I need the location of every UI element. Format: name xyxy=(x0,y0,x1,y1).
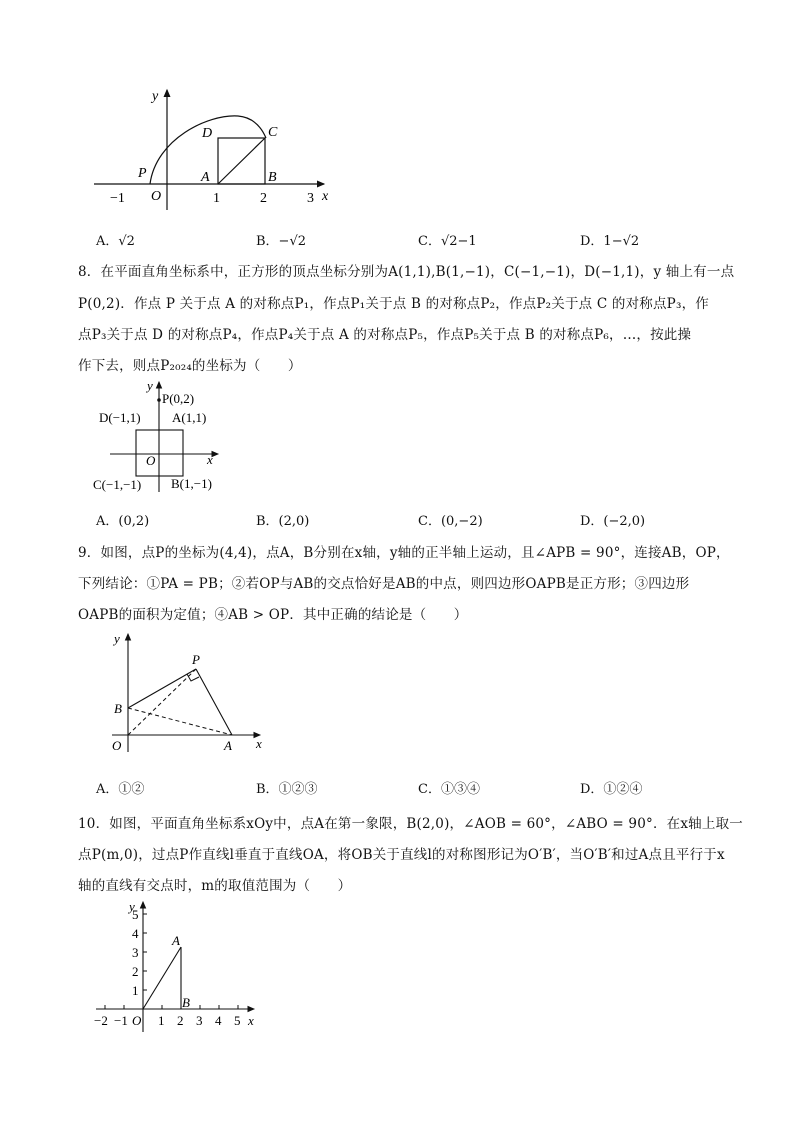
segment-ab-dashed xyxy=(128,708,232,735)
q9-text-line: 下列结论：①PA = PB；②若OP与AB的交点恰好是AB的中点，则四边形OAPB是正方形；③四边形 xyxy=(78,576,690,592)
x-tick-label: 1 xyxy=(158,1013,165,1028)
point-label-b: B xyxy=(114,701,122,716)
q9-text-line: 9．如图，点P的坐标为(4,4)，点A，B分别在x轴，y轴的正半轴上运动，且∠APB = 90°，连接AB，OP， xyxy=(78,545,730,561)
q7-option-b[interactable]: B．−√2 xyxy=(256,234,307,249)
point-label-b: B xyxy=(182,995,190,1010)
tick-label: 1 xyxy=(213,191,220,206)
q10-text-line: 点P(m,0)，过点P作直线l垂直于直线OA，将OB关于直线l的对称图形记为O′B′，当O′B′和过A点且平行于x xyxy=(78,847,725,863)
segment-pa xyxy=(196,669,232,735)
x-tick-label: −2 xyxy=(94,1013,108,1028)
q9-option-a[interactable]: A．①② xyxy=(96,782,145,797)
point-p xyxy=(157,398,161,402)
q8-text-line: 点P₃关于点 D 的对称点P₄，作点P₄关于点 A 的对称点P₅，作点P₅关于点 B 的对称点P₆，…，按此操 xyxy=(78,327,692,343)
q7-option-a[interactable]: A．√2 xyxy=(96,234,135,249)
y-tick-label: 2 xyxy=(132,964,139,979)
point-label-a: A xyxy=(172,933,180,948)
x-tick-label: 4 xyxy=(215,1013,222,1028)
right-angle-mark xyxy=(187,674,199,681)
q8-option-a[interactable]: A．(0,2) xyxy=(96,514,150,529)
x-tick-label: 2 xyxy=(177,1013,184,1028)
point-label-b: B xyxy=(268,170,277,185)
q7-option-d[interactable]: D．1−√2 xyxy=(580,234,640,249)
q7-figure xyxy=(88,84,348,212)
q10-text-line: 轴的直线有交点时，m的取值范围为（ ） xyxy=(78,878,352,894)
point-label-a: A xyxy=(224,738,232,753)
q9-text-line: OAPB的面积为定值；④AB > OP．其中正确的结论是（ ） xyxy=(78,607,468,623)
q10-text-line: 10．如图，平面直角坐标系xOy中，点A在第一象限，B(2,0)，∠AOB = 60°，∠ABO = 90°．在x轴上取一 xyxy=(78,816,743,832)
point-label-a: A(1,1) xyxy=(172,410,207,425)
point-label-p: P xyxy=(192,652,200,667)
x-tick-label: 3 xyxy=(196,1013,203,1028)
q9-figure xyxy=(104,628,274,756)
point-label-p: P xyxy=(138,166,147,181)
point-label-p: P(0,2) xyxy=(162,391,195,406)
segment-oa xyxy=(143,947,181,1009)
point-label-d: D(−1,1) xyxy=(99,410,141,425)
q8-text-line: 作下去，则点P₂₀₂₄的坐标为（ ） xyxy=(78,358,302,374)
axis-y-label: y xyxy=(114,631,120,646)
origin-label: O xyxy=(146,453,156,468)
point-label-a: A xyxy=(201,170,210,185)
origin-label: O xyxy=(132,1013,142,1028)
y-tick-label: 3 xyxy=(132,945,139,960)
q9-option-d[interactable]: D．①②④ xyxy=(580,782,643,797)
axis-y-label: y xyxy=(147,378,153,393)
y-tick-label: 5 xyxy=(132,907,139,922)
q7-option-c[interactable]: C．√2−1 xyxy=(418,234,477,249)
tick-label: 2 xyxy=(260,191,267,206)
y-tick-label: 1 xyxy=(132,983,139,998)
q8-text-line: 8．在平面直角坐标系中，正方形的顶点坐标分别为A(1,1),B(1,−1)，C(−1,−1)，D(−1,1)，y 轴上有一点 xyxy=(78,264,735,280)
q9-option-b[interactable]: B．①②③ xyxy=(256,782,318,797)
origin-label: O xyxy=(112,738,122,753)
diagonal-ac xyxy=(218,138,265,184)
x-tick-label: −1 xyxy=(114,1013,128,1028)
axis-x-label: x xyxy=(248,1013,254,1028)
axis-x-label: x xyxy=(256,736,262,751)
point-label-c: C xyxy=(268,125,278,140)
segment-bp xyxy=(128,669,196,708)
q9-option-c[interactable]: C．①③④ xyxy=(418,782,480,797)
q10-figure xyxy=(92,896,270,1034)
x-tick-label: 5 xyxy=(234,1013,241,1028)
point-label-b: B(1,−1) xyxy=(171,476,212,491)
q8-option-b[interactable]: B．(2,0) xyxy=(256,514,310,529)
axis-x-label: x xyxy=(322,189,329,204)
tick-label: 3 xyxy=(307,191,314,206)
q8-figure xyxy=(90,376,230,496)
axis-y-label: y xyxy=(129,899,135,914)
origin-label: O xyxy=(151,189,162,204)
q8-option-d[interactable]: D．(−2,0) xyxy=(580,514,646,529)
tick-label: −1 xyxy=(110,191,125,206)
axis-x-label: x xyxy=(207,452,213,467)
point-label-d: D xyxy=(202,126,213,141)
y-tick-label: 4 xyxy=(132,926,139,941)
q8-text-line: P(0,2)．作点 P 关于点 A 的对称点P₁，作点P₁关于点 B 的对称点P₂，作点P₂关于点 C 的对称点P₃，作 xyxy=(78,296,709,312)
point-label-c: C(−1,−1) xyxy=(93,477,142,492)
axis-y-label: y xyxy=(152,89,159,104)
q8-option-c[interactable]: C．(0,−2) xyxy=(418,514,483,529)
